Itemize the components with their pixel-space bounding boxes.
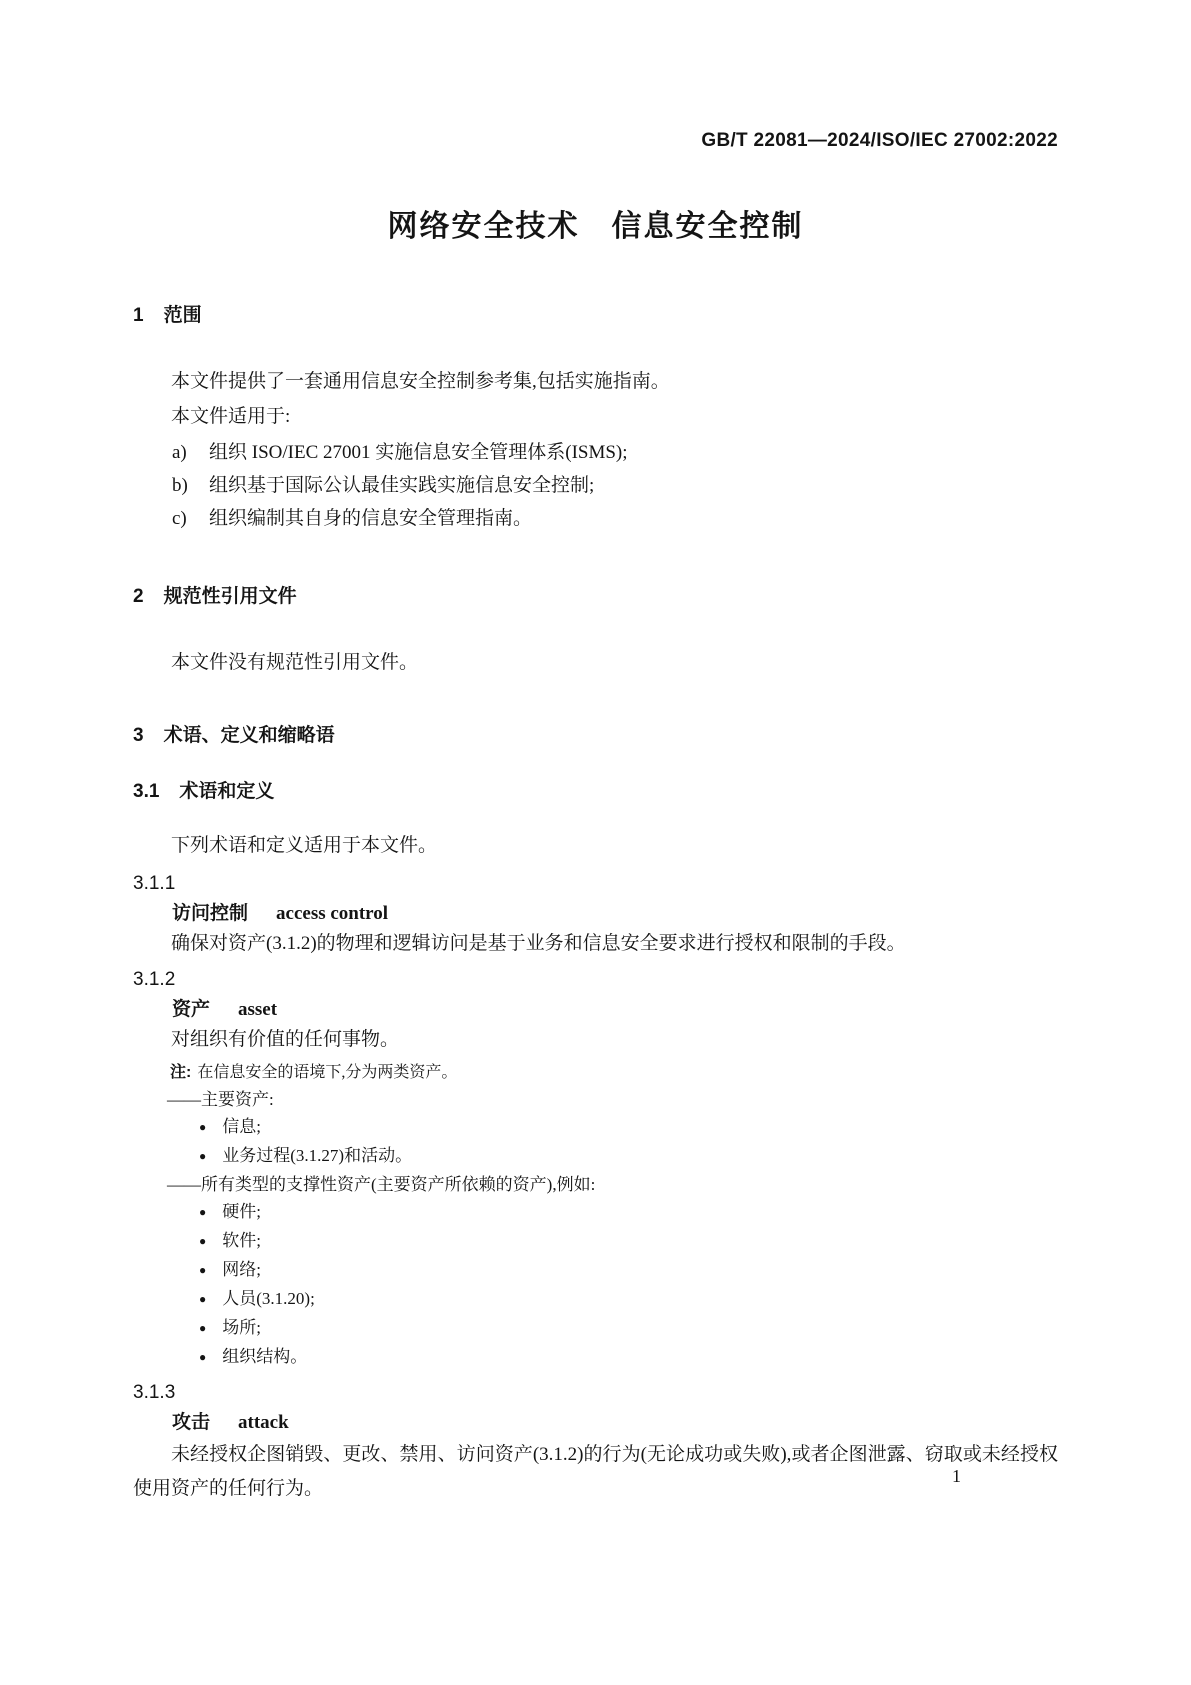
section-3-number: 3: [133, 725, 144, 746]
term-chinese: 访问控制: [172, 903, 249, 924]
note-text: 在信息安全的语境下,分为两类资产。: [197, 1064, 458, 1081]
section-2-title: 规范性引用文件: [163, 586, 297, 607]
bullet-icon: ●: [199, 1321, 207, 1335]
bullet-text: 信息;: [222, 1117, 261, 1136]
bullet-item: [199, 1256, 1058, 1285]
list-item-label: a): [172, 442, 187, 463]
list-item: [172, 502, 1058, 535]
bullet-icon: ●: [199, 1120, 207, 1134]
list-item-label: c): [172, 508, 187, 529]
bullet-text: 场所;: [222, 1318, 261, 1337]
bullet-item: [199, 1198, 1058, 1227]
term-english: access control: [276, 903, 389, 924]
bullet-text: 业务过程(3.1.27)和活动。: [222, 1146, 413, 1165]
bullet-item: [199, 1142, 1058, 1171]
references-paragraph: 本文件没有规范性引用文件。: [171, 652, 419, 673]
scope-paragraph-1: 本文件提供了一套通用信息安全控制参考集,包括实施指南。: [171, 371, 670, 392]
bullet-icon: ●: [199, 1234, 207, 1248]
bullet-item: [199, 1285, 1058, 1314]
list-item-text: 组织 ISO/IEC 27001 实施信息安全管理体系(ISMS);: [209, 442, 628, 463]
term-title: [172, 899, 1058, 929]
bullet-icon: ●: [199, 1263, 207, 1277]
document-title: 网络安全技术 信息安全控制: [387, 210, 804, 243]
bullet-icon: ●: [199, 1292, 207, 1306]
list-item-label: b): [172, 475, 188, 496]
term-definition: 对组织有价值的任何事物。: [171, 1029, 400, 1050]
bullet-item: [199, 1343, 1058, 1372]
list-item-text: 组织基于国际公认最佳实践实施信息安全控制;: [209, 475, 595, 496]
section-2-number: 2: [133, 586, 144, 607]
term-number: 3.1.3: [133, 1382, 176, 1403]
document-code: GB/T 22081—2024/ISO/IEC 27002:2022: [701, 130, 1058, 151]
section-3-1-number: 3.1: [133, 781, 160, 802]
scope-list: [133, 436, 1058, 535]
list-item: [172, 469, 1058, 502]
term-note: [170, 1059, 1058, 1086]
dash-item: ——所有类型的支撑性资产(主要资产所依赖的资产),例如:: [167, 1175, 596, 1194]
bullet-text: 组织结构。: [222, 1347, 308, 1366]
bullet-item: [199, 1314, 1058, 1343]
bullet-text: 硬件;: [222, 1202, 261, 1221]
bullet-item: [199, 1113, 1058, 1142]
term-title: [172, 995, 1058, 1025]
section-3-heading: [133, 724, 1058, 748]
term-english: asset: [238, 999, 278, 1020]
section-1-title: 范围: [163, 305, 202, 326]
term-number: 3.1.1: [133, 873, 176, 894]
section-1-number: 1: [133, 305, 144, 326]
terms-intro-paragraph: 下列术语和定义适用于本文件。: [171, 835, 438, 856]
term-title: [172, 1408, 1058, 1438]
page-number: 1: [952, 1466, 961, 1486]
bullet-text: 网络;: [222, 1260, 261, 1279]
bullet-item: [199, 1227, 1058, 1256]
term-chinese: 攻击: [172, 1412, 211, 1433]
term-english: attack: [238, 1412, 289, 1433]
dash-item: ——主要资产:: [167, 1090, 274, 1109]
section-3-1-title: 术语和定义: [179, 781, 275, 802]
list-item-text: 组织编制其自身的信息安全管理指南。: [209, 508, 533, 529]
bullet-icon: ●: [199, 1149, 207, 1163]
term-definition: 未经授权企图销毁、更改、禁用、访问资产(3.1.2)的行为(无论成功或失败),或者企图泄露、窃取或未经授权使用资产的任何行为。: [133, 1444, 1058, 1499]
term-number: 3.1.2: [133, 969, 176, 990]
section-3-1-heading: [133, 780, 1058, 804]
bullet-text: 人员(3.1.20);: [222, 1289, 315, 1308]
note-label: 注:: [170, 1064, 192, 1081]
section-3-title: 术语、定义和缩略语: [163, 725, 335, 746]
section-2-heading: [133, 585, 1058, 609]
scope-paragraph-2: 本文件适用于:: [171, 406, 291, 427]
term-chinese: 资产: [172, 999, 211, 1020]
bullet-icon: ●: [199, 1205, 207, 1219]
section-1-heading: [133, 304, 1058, 328]
term-definition: 确保对资产(3.1.2)的物理和逻辑访问是基于业务和信息安全要求进行授权和限制的手段。: [171, 933, 906, 954]
list-item: [172, 436, 1058, 469]
bullet-icon: ●: [199, 1350, 207, 1364]
bullet-text: 软件;: [222, 1231, 261, 1250]
